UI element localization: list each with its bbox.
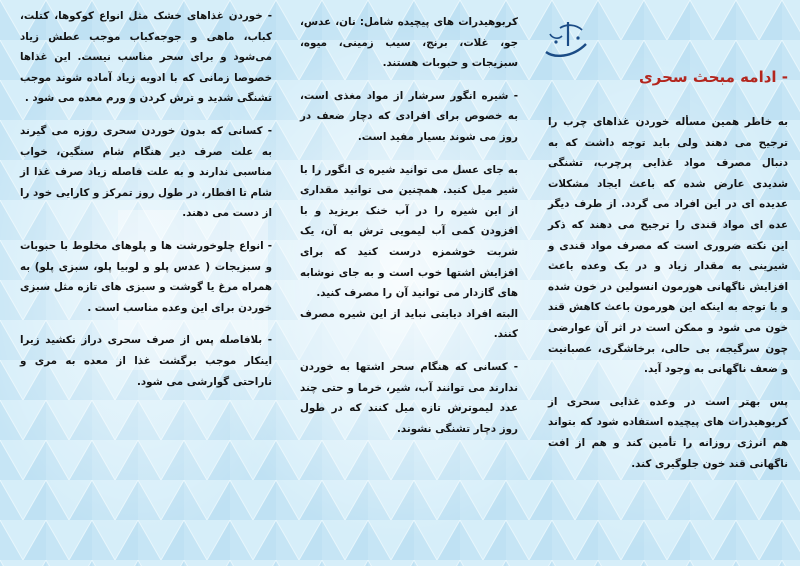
section-title: - ادامه مبحث سحری bbox=[639, 68, 788, 86]
paragraph: به خاطر همین مسأله خوردن غذاهای چرب را ترجیح می دهند ولی باید توجه داشت که به دنبال مصرف مواد غذایی پرچرب، تشنگی شدیدی عارض شده که باعث ایجاد مشکلات عدیده ای در این افراد می گردد. از طرف دیگر عده ای مواد قندی را ترجیح می دهند که ذکر این نکته ضروری است که مصرف مواد قندی و شیرینی به مقدار زیاد و در یک وعده باعث افزایش ناگهانی هورمون انسولین در خون شده و با توجه به اینکه این هورمون باعث کاهش قند خون می شود و ممکن است در اثر آن عوارضی چون سرگیجه، بی حالی، برخاشگری، عصبانیت و ضعف ناگهانی به وجود آید. bbox=[548, 116, 788, 376]
left-column bbox=[20, 6, 272, 404]
paragraph: - کسانی که بدون خوردن سحری روزه می گیرند به علت صرف دیر هنگام شام سنگین، خواب مناسبی ندارند و به علت فاصله زیاد صرف غذا از شام تا افطار، در طول روز تمرکز و کارایی خود را از دست می دهند. bbox=[20, 124, 272, 220]
paragraph: - انواع چلوخورشت ها و پلوهای مخلوط با حبوبات و سبزیجات ( عدس پلو و لوبیا پلو، سبزی پلو) به همراه مرغ یا گوشت و سبزی های تازه مثل سبزی خوردن برای این وعده مناسب است . bbox=[20, 239, 272, 314]
paragraph: - خوردن غذاهای خشک مثل انواع کوکوها، کتلت، کباب، ماهی و جوجه‌کباب موجب عطش زیاد می‌شود و برای سحر مناسب نیست. این غذاها خصوصا زمانی که با ادویه زیاد آماده شوند موجب تشنگی شدید و ترش کردن و ورم معده می شود . bbox=[20, 10, 272, 105]
right-column bbox=[548, 112, 788, 486]
paragraph: - شیره انگور سرشار از مواد مغذی است، به خصوص برای افرادی که دچار ضعف در روز می شوند بسیار مفید است. bbox=[300, 89, 518, 143]
paragraph: پس بهتر است در وعده غذایی سحری از کربوهیدرات های پیچیده استفاده شود که بتواند هم انرژی روزانه را تأمین کند و هم از افت ناگهانی قند خون جلوگیری کند. bbox=[548, 395, 788, 470]
paragraph: - بلافاصله پس از صرف سحری دراز نکشید زیرا اینکار موجب برگشت غذا از معده به مری و ناراحتی گوارشی می شود. bbox=[20, 334, 272, 388]
logo-icon bbox=[538, 14, 598, 66]
paragraph: به جای عسل می توانید شیره ی انگور را با شیر میل کنید. همچنین می توانید مقداری از این شیره را در آب خنک بریزید و با افزودن کمی آب لیمویی ترش به آن، یک شربت خوشمزه درست کنید که برای افزایش اشتها خوب است و به جای نوشابه های گازدار می توانید آن را مصرف کنید. bbox=[300, 163, 518, 300]
paragraph: - کسانی که هنگام سحر اشتها به خوردن ندارند می توانند آب، شیر، خرما و حتی چند عدد لیموترش تازه میل کنند که در طول روز دچار تشنگی نشوند. bbox=[300, 360, 518, 435]
middle-column bbox=[300, 12, 518, 451]
paragraph: البته افراد دیابتی نباید از این شیره مصرف کنند. bbox=[300, 307, 518, 341]
paragraph: کربوهیدرات های پیچیده شامل: نان، عدس، جو، غلات، برنج، سیب زمینی، میوه، سبزیجات و حبوبات هستند. bbox=[300, 16, 518, 70]
